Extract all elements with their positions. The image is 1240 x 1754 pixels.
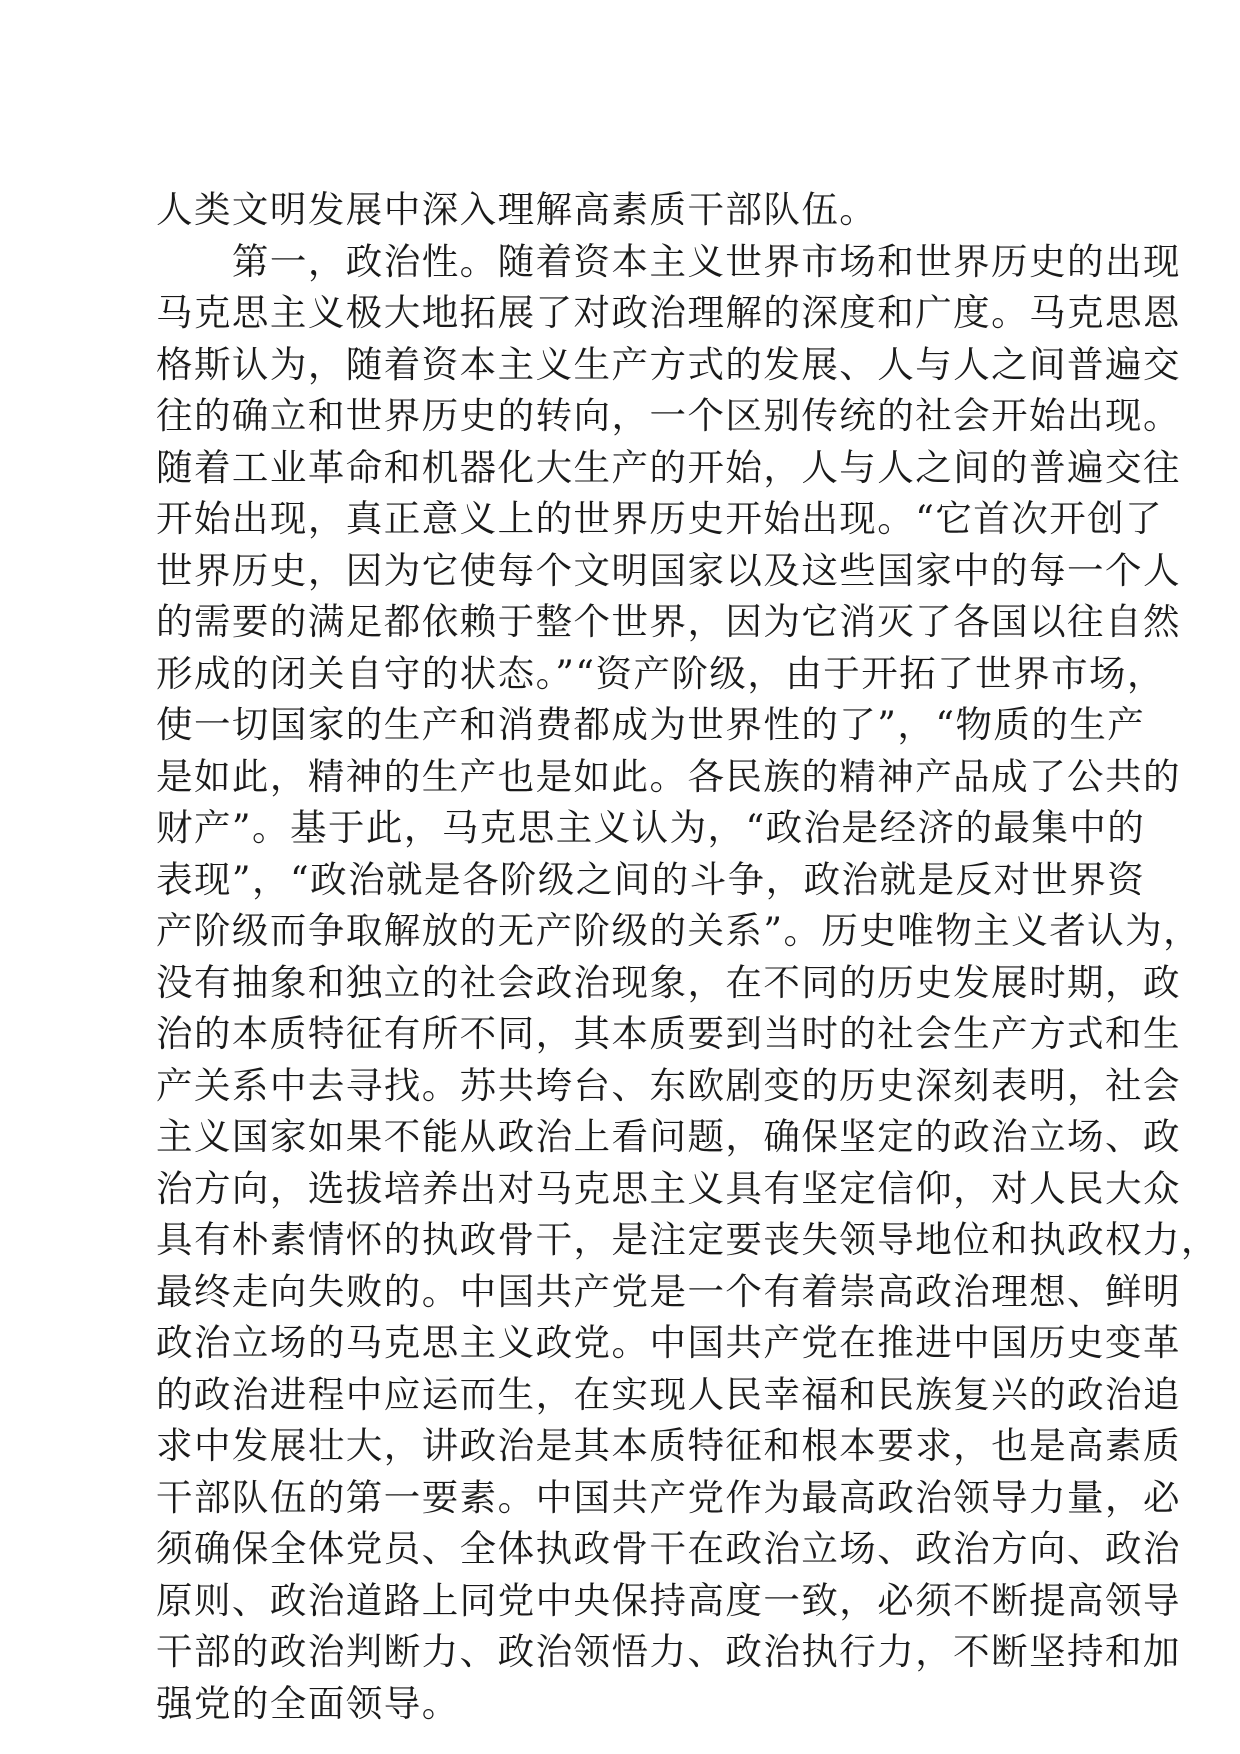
text-line: 格斯认为，随着资本主义生产方式的发展、人与人之间普遍交	[156, 342, 1181, 386]
text-line: 政治立场的马克思主义政党。中国共产党在推进中国历史变革	[156, 1321, 1181, 1364]
text-line: 的需要的满足都依赖于整个世界，因为它消灭了各国以往自然	[156, 600, 1181, 643]
text-line: 具有朴素情怀的执政骨干，是注定要丧失领导地位和执政权力，	[156, 1218, 1219, 1261]
text-line: 世界历史，因为它使每个文明国家以及这些国家中的每一个人	[156, 548, 1181, 592]
text-line: 往的确立和世界历史的转向，一个区别传统的社会开始出现。	[156, 394, 1181, 437]
text-line: 产关系中去寻找。苏共垮台、东欧剧变的历史深刻表明，社会	[156, 1063, 1181, 1107]
text-line: 产阶级而争取解放的无产阶级的关系”。历史唯物主义者认为，	[156, 909, 1202, 952]
text-line: 求中发展壮大，讲政治是其本质特征和根本要求，也是高素质	[156, 1424, 1181, 1467]
text-line: 表现”，“政治就是各阶级之间的斗争，政治就是反对世界资	[156, 857, 1146, 901]
text-line: 治的本质特征有所不同，其本质要到当时的社会生产方式和生	[156, 1012, 1181, 1055]
text-line: 原则、政治道路上同党中央保持高度一致，必须不断提高领导	[156, 1578, 1181, 1622]
text-line: 治方向，选拔培养出对马克思主义具有坚定信仰，对人民大众	[156, 1166, 1181, 1210]
text-line: 须确保全体党员、全体执政骨干在政治立场、政治方向、政治	[156, 1527, 1181, 1570]
text-line: 第一，政治性。随着资本主义世界市场和世界历史的出现	[156, 239, 1181, 283]
text-line: 开始出现，真正意义上的世界历史开始出现。“它首次开创了	[156, 497, 1164, 540]
text-line: 财产”。基于此，马克思主义认为，“政治是经济的最集中的	[156, 806, 1146, 849]
text-line: 干部的政治判断力、政治领悟力、政治执行力，不断坚持和加	[156, 1630, 1181, 1673]
text-line: 马克思主义极大地拓展了对政治理解的深度和广度。马克思恩	[156, 291, 1181, 334]
text-line: 的政治进程中应运而生，在实现人民幸福和民族复兴的政治追	[156, 1372, 1181, 1416]
text-line: 人类文明发展中深入理解高素质干部队伍。	[156, 188, 878, 231]
text-line: 是如此，精神的生产也是如此。各民族的精神产品成了公共的	[156, 754, 1181, 798]
text-line: 最终走向失败的。中国共产党是一个有着崇高政治理想、鲜明	[156, 1269, 1181, 1313]
text-line: 没有抽象和独立的社会政治现象，在不同的历史发展时期，政	[156, 960, 1181, 1004]
text-line: 形成的闭关自守的状态。”“资产阶级，由于开拓了世界市场，	[156, 651, 1165, 695]
text-line: 主义国家如果不能从政治上看问题，确保坚定的政治立场、政	[156, 1115, 1181, 1158]
text-line: 干部队伍的第一要素。中国共产党作为最高政治领导力量，必	[156, 1475, 1181, 1519]
body-text	[156, 184, 1219, 1729]
text-line: 强党的全面领导。	[156, 1681, 460, 1725]
text-line: 随着工业革命和机器化大生产的开始，人与人之间的普遍交往	[156, 445, 1181, 489]
text-line: 使一切国家的生产和消费都成为世界性的了”，“物质的生产	[156, 703, 1146, 746]
